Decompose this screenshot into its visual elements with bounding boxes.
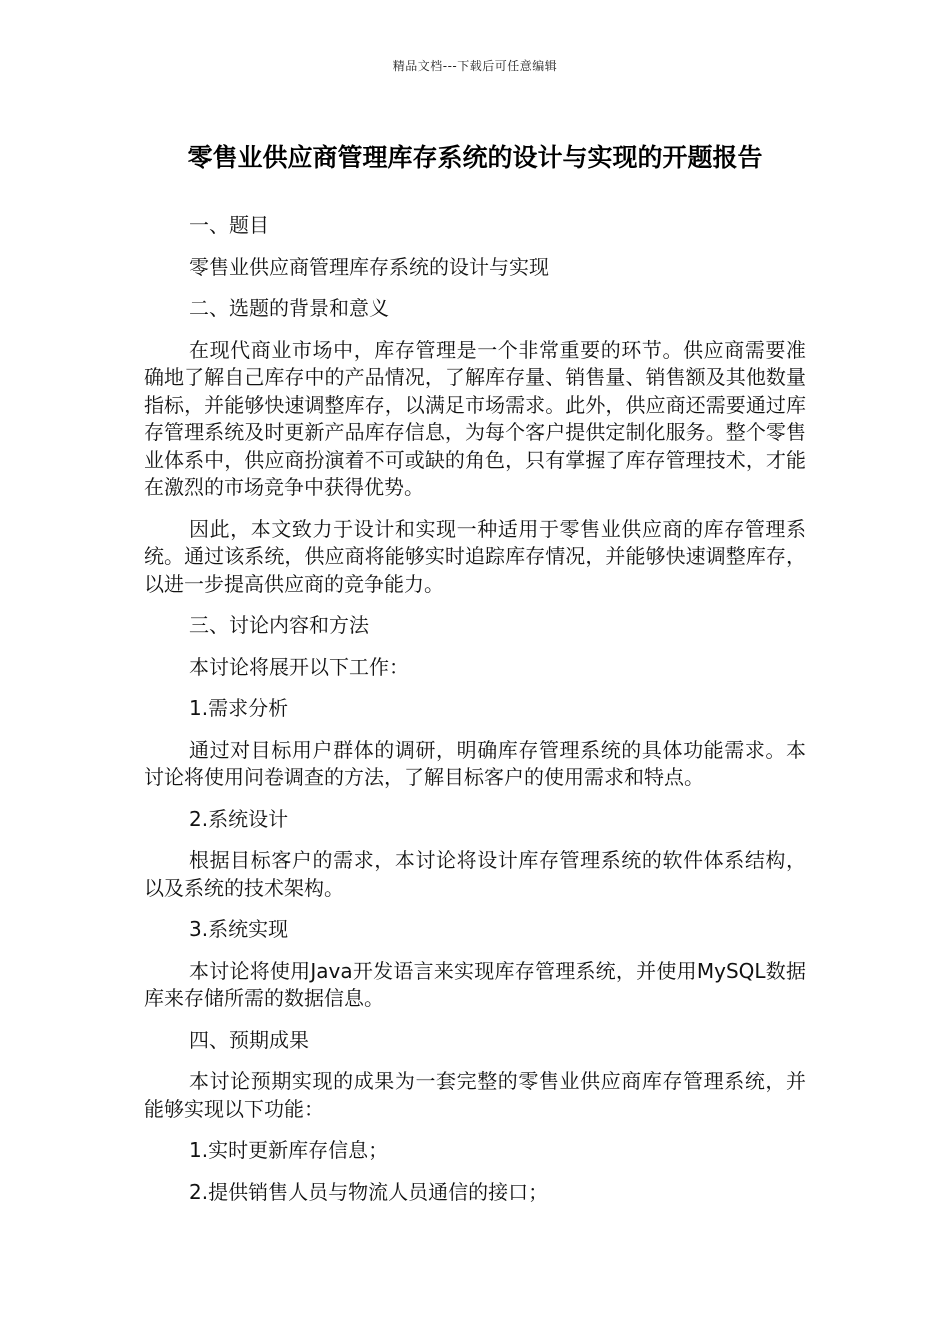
document-body — [144, 212, 806, 1220]
background-paragraph: 在现代商业市场中，库存管理是一个非常重要的环节。供应商需要准确地了解自己库存中的产品情况，了解库存量、销售量、销售额及其他数量指标，并能够快速调整库存，以满足市场需求。此外，供应商还需要通过库存管理系统及时更新产品库存信息，为每个客户提供定制化服务。整个零售业体系中，供应商扮演着不可或缺的角色，只有掌握了库存管理技术，才能在激烈的市场竞争中获得优势。 — [144, 337, 806, 499]
subheading-implementation: 3.系统实现 — [189, 917, 289, 941]
design-paragraph: 根据目标客户的需求，本讨论将设计库存管理系统的软件体系结构，以及系统的技术架构。 — [144, 848, 806, 900]
outcome-item-2: 2.提供销售人员与物流人员通信的接口； — [189, 1179, 549, 1204]
methods-intro: 本讨论将展开以下工作： — [189, 654, 409, 679]
outcome-item-1: 1.实时更新库存信息； — [189, 1138, 389, 1162]
requirements-paragraph: 通过对目标用户群体的调研，明确库存管理系统的具体功能需求。本讨论将使用问卷调查的方法，了解目标客户的使用需求和特点。 — [144, 737, 806, 789]
section-heading-background: 二、选题的背景和意义 — [189, 296, 389, 320]
header-note: 精品文档---下载后可任意编辑 — [392, 59, 558, 73]
topic-text: 零售业供应商管理库存系统的设计与实现 — [189, 254, 549, 279]
purpose-paragraph: 因此，本文致力于设计和实现一种适用于零售业供应商的库存管理系统。通过该系统，供应商将能够实时追踪库存情况，并能够快速调整库存，以进一步提高供应商的竞争能力。 — [144, 516, 806, 596]
outcomes-paragraph: 本讨论预期实现的成果为一套完整的零售业供应商库存管理系统，并能够实现以下功能： — [144, 1069, 806, 1121]
document-title: 零售业供应商管理库存系统的设计与实现的开题报告 — [187, 143, 763, 172]
section-heading-topic: 一、题目 — [189, 213, 269, 237]
implementation-paragraph: 本讨论将使用Java开发语言来实现库存管理系统，并使用MySQL数据库来存储所需的数据信息。 — [144, 958, 806, 1010]
section-heading-outcomes: 四、预期成果 — [189, 1027, 309, 1052]
subheading-design: 2.系统设计 — [189, 806, 289, 831]
subheading-requirements: 1.需求分析 — [189, 696, 289, 720]
section-heading-methods: 三、讨论内容和方法 — [189, 613, 369, 637]
